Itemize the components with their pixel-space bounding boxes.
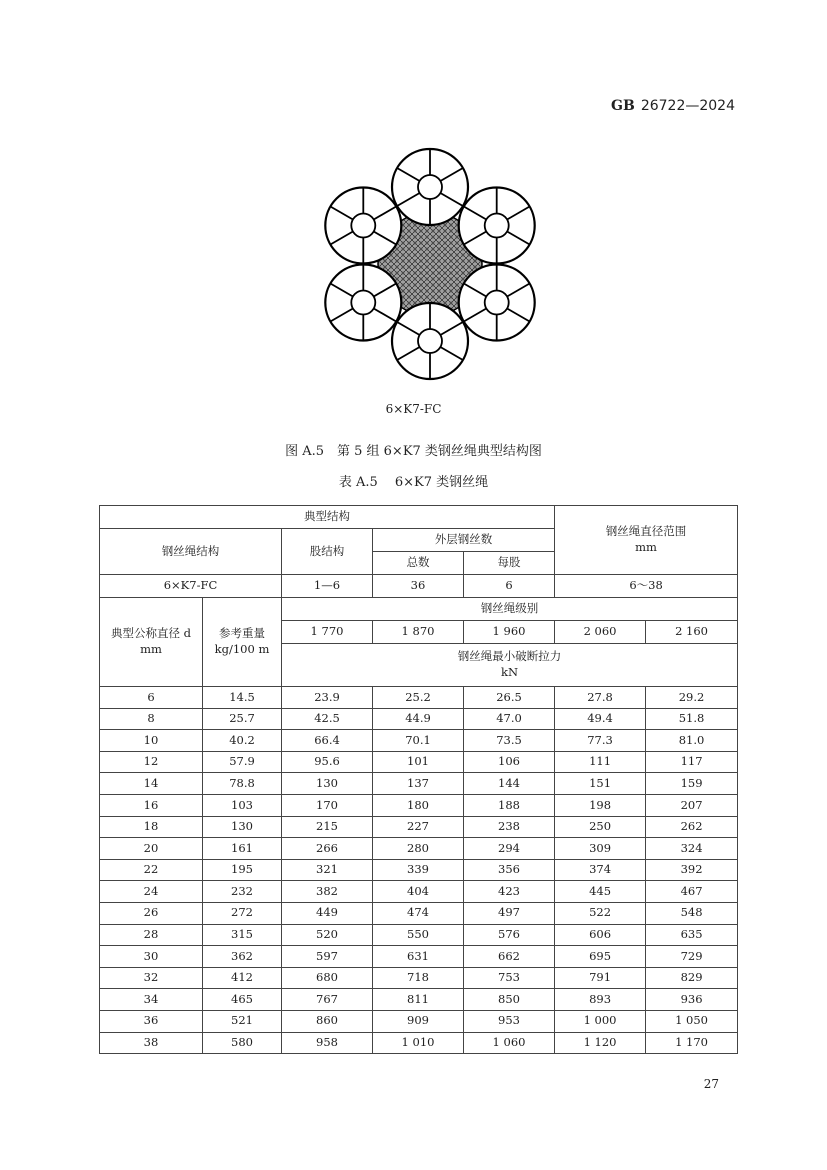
strand-structure-value: 1—6 (282, 575, 373, 598)
table-row (100, 794, 738, 816)
table-cell: 520 (282, 924, 373, 946)
header-outer-wires: 外层钢丝数 (373, 529, 555, 552)
table-cell: 1 050 (646, 1010, 738, 1032)
table-cell: 137 (373, 773, 464, 795)
table-cell: 550 (373, 924, 464, 946)
table-row (100, 773, 738, 795)
table-cell: 958 (282, 1032, 373, 1054)
table-caption: 表 A.5 6×K7 类钢丝绳 (338, 475, 489, 490)
standard-code: 26722—2024 (640, 98, 735, 114)
table-cell: 25.7 (203, 708, 282, 730)
table-cell: 38 (100, 1032, 203, 1054)
table-cell: 47.0 (464, 708, 555, 730)
rope-structure-value: 6×K7-FC (100, 575, 282, 598)
table-cell: 445 (555, 881, 646, 903)
table-row (100, 1010, 738, 1032)
table-cell: 30 (100, 946, 203, 968)
header-grade: 钢丝绳级别 (282, 598, 738, 621)
table-cell: 180 (373, 794, 464, 816)
table-cell: 324 (646, 838, 738, 860)
table-cell: 1 060 (464, 1032, 555, 1054)
table-cell: 423 (464, 881, 555, 903)
table-cell: 8 (100, 708, 203, 730)
table-cell: 22 (100, 859, 203, 881)
table-cell: 51.8 (646, 708, 738, 730)
table-row (100, 838, 738, 860)
table-cell: 73.5 (464, 730, 555, 752)
table-row (100, 1032, 738, 1054)
table-cell: 521 (203, 1010, 282, 1032)
table-cell: 16 (100, 794, 203, 816)
table-cell: 548 (646, 902, 738, 924)
table-cell: 829 (646, 967, 738, 989)
figure-caption: 图 A.5 第 5 组 6×K7 类钢丝绳典型结构图 (285, 444, 542, 459)
table-cell: 374 (555, 859, 646, 881)
grade-value: 2 060 (555, 621, 646, 644)
table-cell: 101 (373, 751, 464, 773)
table-cell: 78.8 (203, 773, 282, 795)
table-cell: 40.2 (203, 730, 282, 752)
table-body (100, 687, 738, 1054)
table-cell: 25.2 (373, 687, 464, 709)
table-cell: 597 (282, 946, 373, 968)
table-cell: 695 (555, 946, 646, 968)
table-cell: 1 010 (373, 1032, 464, 1054)
total-wires-value: 36 (373, 575, 464, 598)
table-cell: 70.1 (373, 730, 464, 752)
table-cell: 227 (373, 816, 464, 838)
header-reference-weight (203, 598, 282, 687)
table-cell: 207 (646, 794, 738, 816)
table-cell: 32 (100, 967, 203, 989)
table-cell: 606 (555, 924, 646, 946)
table-cell: 77.3 (555, 730, 646, 752)
table-cell: 66.4 (282, 730, 373, 752)
table-row (100, 816, 738, 838)
table-cell: 232 (203, 881, 282, 903)
table-cell: 294 (464, 838, 555, 860)
table-cell: 57.9 (203, 751, 282, 773)
header-diameter-range-unit: mm (635, 540, 657, 554)
table-cell: 266 (282, 838, 373, 860)
header-per-strand: 每股 (464, 552, 555, 575)
table-cell: 144 (464, 773, 555, 795)
table-cell: 159 (646, 773, 738, 795)
table-cell: 718 (373, 967, 464, 989)
grade-value: 1 870 (373, 621, 464, 644)
table-cell: 26 (100, 902, 203, 924)
table-cell: 953 (464, 1010, 555, 1032)
table-cell: 522 (555, 902, 646, 924)
table-cell: 195 (203, 859, 282, 881)
table-cell: 382 (282, 881, 373, 903)
table-cell: 95.6 (282, 751, 373, 773)
table-cell: 909 (373, 1010, 464, 1032)
table-cell: 14.5 (203, 687, 282, 709)
table-cell: 449 (282, 902, 373, 924)
header-strand-structure: 股结构 (282, 529, 373, 575)
table-cell: 272 (203, 902, 282, 924)
table-cell: 936 (646, 989, 738, 1011)
wire-rope-cross-section-diagram (320, 144, 540, 384)
header-min-breaking-force (282, 644, 738, 687)
table-cell: 238 (464, 816, 555, 838)
table-cell: 151 (555, 773, 646, 795)
table-cell: 1 120 (555, 1032, 646, 1054)
table-cell: 767 (282, 989, 373, 1011)
table-row (100, 859, 738, 881)
table-cell: 280 (373, 838, 464, 860)
grade-value: 1 770 (282, 621, 373, 644)
grade-value: 1 960 (464, 621, 555, 644)
table-cell: 34 (100, 989, 203, 1011)
table-cell: 26.5 (464, 687, 555, 709)
header-min-breaking-force-label: 钢丝绳最小破断拉力 (457, 649, 562, 664)
table-cell: 42.5 (282, 708, 373, 730)
table-cell: 170 (282, 794, 373, 816)
header-typical-structure: 典型结构 (100, 506, 555, 529)
table-cell: 81.0 (646, 730, 738, 752)
header-nominal-diameter-unit: mm (140, 642, 162, 656)
table-cell: 321 (282, 859, 373, 881)
standard-number (611, 98, 735, 114)
table-cell: 404 (373, 881, 464, 903)
table-cell: 576 (464, 924, 555, 946)
table-cell: 130 (203, 816, 282, 838)
table-cell: 662 (464, 946, 555, 968)
table-cell: 103 (203, 794, 282, 816)
table-cell: 215 (282, 816, 373, 838)
header-diameter-range (555, 506, 738, 575)
table-cell: 27.8 (555, 687, 646, 709)
table-row (100, 902, 738, 924)
table-cell: 497 (464, 902, 555, 924)
table-cell: 1 000 (555, 1010, 646, 1032)
header-rope-structure: 钢丝绳结构 (100, 529, 282, 575)
table-cell: 18 (100, 816, 203, 838)
table-cell: 198 (555, 794, 646, 816)
table-cell: 14 (100, 773, 203, 795)
table-cell: 680 (282, 967, 373, 989)
table-cell: 161 (203, 838, 282, 860)
standard-prefix: GB (611, 98, 635, 114)
table-cell: 20 (100, 838, 203, 860)
table-cell: 465 (203, 989, 282, 1011)
table-cell: 130 (282, 773, 373, 795)
per-strand-value: 6 (464, 575, 555, 598)
table-cell: 309 (555, 838, 646, 860)
table-cell: 635 (646, 924, 738, 946)
table-cell: 392 (646, 859, 738, 881)
wire-rope-table (99, 505, 738, 1054)
header-nominal-diameter (100, 598, 203, 687)
header-reference-weight-label: 参考重量 (219, 626, 265, 641)
table-cell: 580 (203, 1032, 282, 1054)
table-cell: 811 (373, 989, 464, 1011)
header-reference-weight-unit: kg/100 m (214, 642, 270, 656)
table-cell: 250 (555, 816, 646, 838)
table-cell: 362 (203, 946, 282, 968)
header-total: 总数 (373, 552, 464, 575)
table-cell: 188 (464, 794, 555, 816)
table-cell: 49.4 (555, 708, 646, 730)
table-row (100, 730, 738, 752)
table-cell: 315 (203, 924, 282, 946)
table-cell: 729 (646, 946, 738, 968)
table-cell: 111 (555, 751, 646, 773)
table-cell: 36 (100, 1010, 203, 1032)
table-cell: 893 (555, 989, 646, 1011)
table-cell: 6 (100, 687, 203, 709)
table-cell: 44.9 (373, 708, 464, 730)
header-nominal-diameter-label: 典型公称直径 d (110, 626, 192, 641)
table-row (100, 924, 738, 946)
table-cell: 850 (464, 989, 555, 1011)
page-number: 27 (703, 1077, 719, 1091)
table-cell: 474 (373, 902, 464, 924)
table-cell: 12 (100, 751, 203, 773)
figure-label: 6×K7-FC (385, 402, 442, 416)
header-min-breaking-force-unit: kN (501, 665, 519, 679)
table-cell: 117 (646, 751, 738, 773)
table-row (100, 946, 738, 968)
table-cell: 24 (100, 881, 203, 903)
table-row (100, 967, 738, 989)
table-cell: 356 (464, 859, 555, 881)
diameter-range-value: 6～38 (555, 575, 738, 598)
table-row (100, 708, 738, 730)
table-cell: 10 (100, 730, 203, 752)
table-cell: 631 (373, 946, 464, 968)
table-cell: 106 (464, 751, 555, 773)
table-cell: 1 170 (646, 1032, 738, 1054)
table-cell: 29.2 (646, 687, 738, 709)
header-diameter-range-label: 钢丝绳直径范围 (605, 524, 687, 539)
table-cell: 339 (373, 859, 464, 881)
table-row (100, 751, 738, 773)
table-cell: 753 (464, 967, 555, 989)
table-cell: 262 (646, 816, 738, 838)
grade-value: 2 160 (646, 621, 738, 644)
table-row (100, 989, 738, 1011)
table-row (100, 881, 738, 903)
table-row (100, 687, 738, 709)
table-cell: 28 (100, 924, 203, 946)
table-cell: 860 (282, 1010, 373, 1032)
table-cell: 412 (203, 967, 282, 989)
table-cell: 23.9 (282, 687, 373, 709)
table-cell: 467 (646, 881, 738, 903)
table-cell: 791 (555, 967, 646, 989)
